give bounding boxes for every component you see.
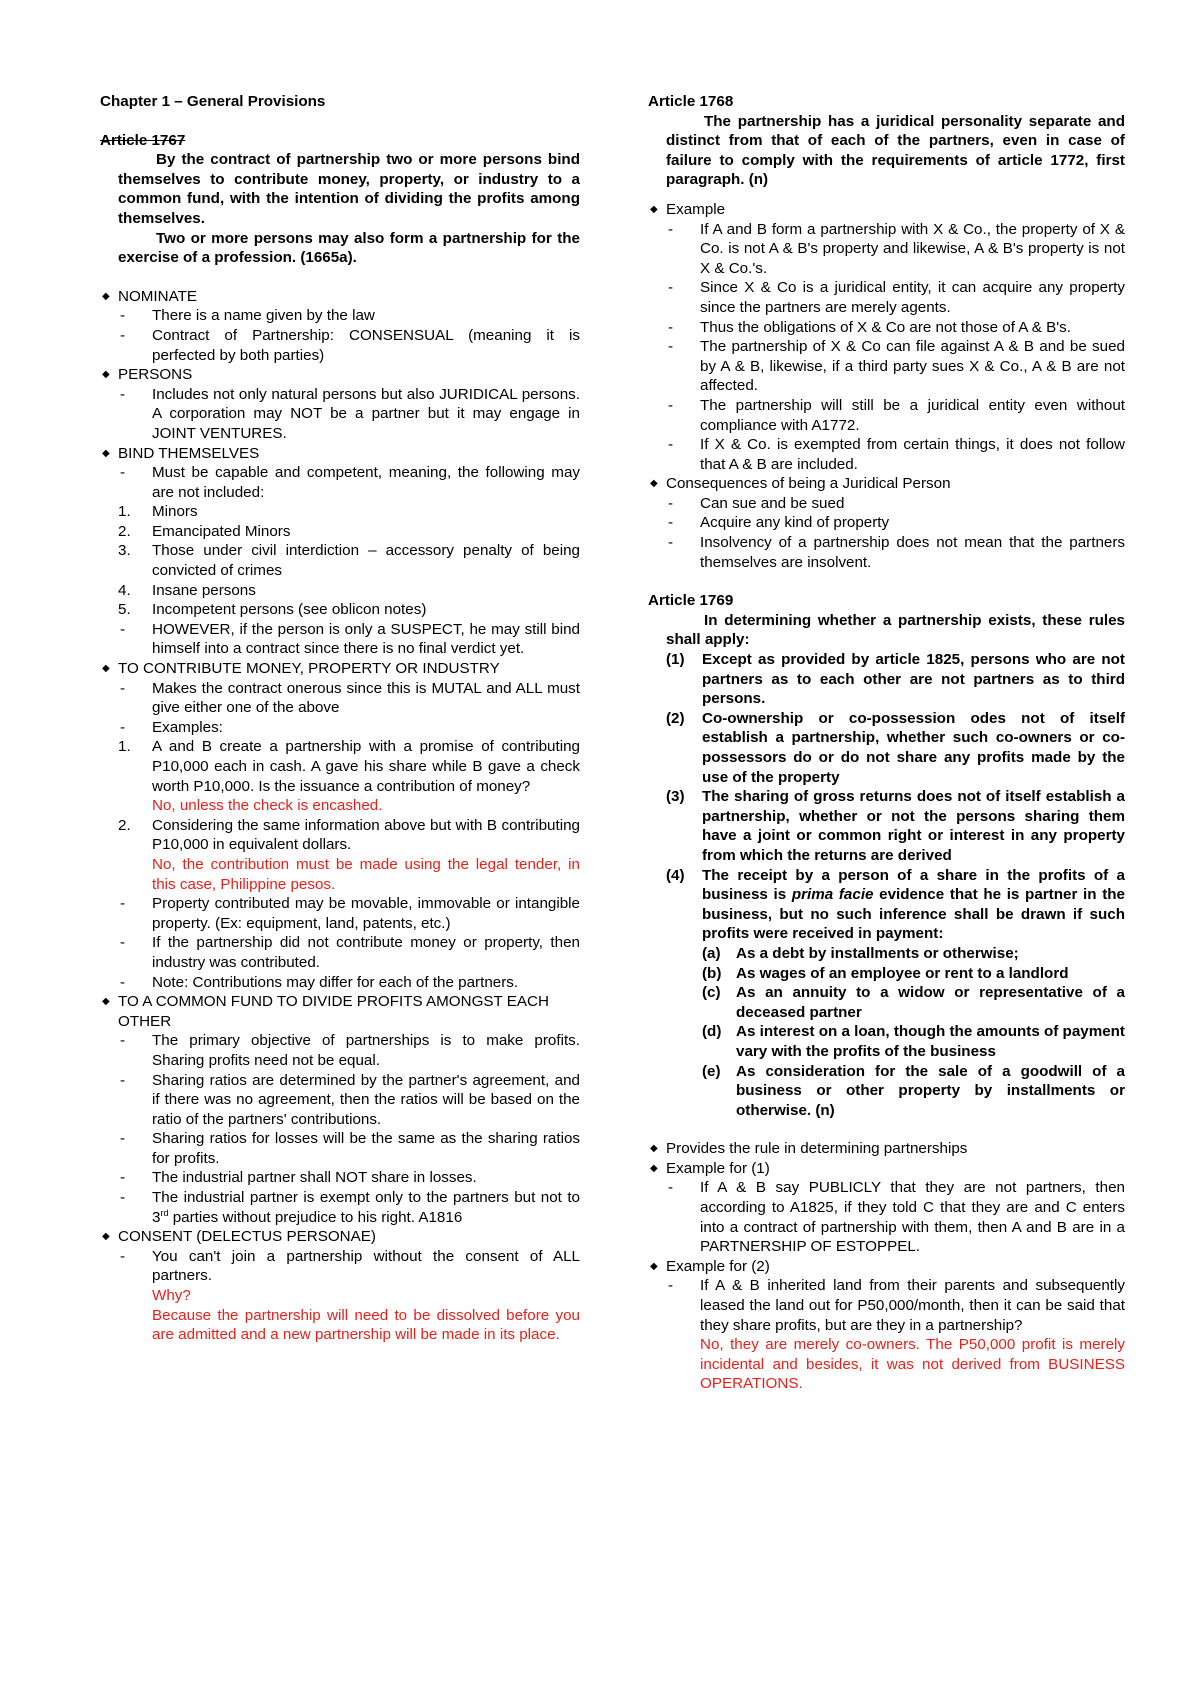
list-item: ◆ Example for (1) - If A & B say PUBLICLY that they are not partners, then according to A1825, if they told C that they are and C enters into a contract of partnership with them, then A and B are in a PARTNERSHIP OF ESTOPPEL. xyxy=(650,1159,1125,1256)
list-item: - Contract of Partnership: CONSENSUAL (meaning it is perfected by both parties) xyxy=(120,326,580,364)
list-item: - The primary objective of partnerships is to make profits. Sharing profits need not be equal. xyxy=(120,1032,580,1069)
list-item: - The industrial partner shall NOT share in losses. xyxy=(120,1169,477,1187)
list-item: - If X & Co. is exempted from certain things, it does not follow that A & B are included. xyxy=(668,436,1125,473)
list-item: ◆ TO CONTRIBUTE MONEY, PROPERTY OR INDUSTRY - Makes the contract onerous since this is MUTAL and ALL must give either one of the above - Examples: 1. A and B create a partnership with a promise of contributing P10,000 each in cash. A gave his share while B gave a check worth P10,000. Is the issuance a contribution of money? No, unless the check is encashed. 2. Considering the same information above but with B contributing P10,000 in equivalent dollars. No, the contribution must be made using the legal tender, in this case, Philippine pesos. - Property contributed may be movable, immovable or intangible property. (Ex: equipment, land, patents, etc.) - If the partnership did not contribute money or property, then industry was contributed. - Note: Contributions may differ for each of the partners. xyxy=(102,660,580,991)
answer-text: No, unless the check is encashed. xyxy=(152,797,383,815)
list-item: - Can sue and be sued xyxy=(668,494,845,512)
bullet-icon: ◆ xyxy=(102,447,110,459)
list-item: 3. Those under civil interdiction – accessory penalty of being convicted of crimes xyxy=(118,542,580,580)
list-item: (d) As interest on a loan, though the amounts of payment vary with the profits of the business xyxy=(702,1023,1125,1060)
list-item: - HOWEVER, if the person is only a SUSPECT, he may still bind himself into a contract since there is no final verdict yet. xyxy=(120,620,580,658)
list-item: - If A & B inherited land from their parents and subsequently leased the land out for P50,000/month, then it can be said that they share profits, but are they in a partnership? No, they are merely co-owners. The P50,000 profit is merely incidental and besides, it was not derived from BUSINESS OPERATIONS. xyxy=(668,1277,1125,1393)
list-item: (2) Co-ownership or co-possession odes not of itself establish a partnership, whether such co-owners or co-possessors do or do not share any profits made by the use of the property xyxy=(666,709,1125,786)
bullet-icon: ◆ xyxy=(102,663,110,675)
article-1768-text: The partnership has a juridical personality separate and distinct from that of each of the partners, even in case of failure to comply with the requirements of article 1772, first paragraph. (n) xyxy=(666,112,1125,189)
list-item: - If the partnership did not contribute money or property, then industry was contributed. xyxy=(120,934,580,971)
article-1768-heading: Article 1768 xyxy=(648,93,734,110)
bullet-icon: ◆ xyxy=(102,996,110,1008)
chapter-title: Chapter 1 – General Provisions xyxy=(100,93,326,110)
list-item: (3) The sharing of gross returns does not of itself establish a partnership, whether or not the persons sharing them have a joint or common right or interest in any property from which the returns are derived xyxy=(666,788,1125,864)
list-item: - There is a name given by the law xyxy=(120,307,375,325)
article-1768-notes xyxy=(648,200,1125,572)
list-item: - Sharing ratios for losses will be the same as the sharing ratios for profits. xyxy=(120,1130,580,1167)
list-item: ◆ BIND THEMSELVES - Must be capable and competent, meaning, the following may are not included: 1. Minors 2. Emancipated Minors 3. Those under civil interdiction – accessory penalty of being convicted of crimes 4. Insane persons 5. Incompetent persons (see oblicon notes) - HOWEVER, if the person is only a SUSPECT, he may still bind himself into a contract since there is no final verdict yet. xyxy=(102,444,580,658)
article-1769-intro: In determining whether a partnership exists, these rules shall apply: xyxy=(666,611,1125,649)
list-item: - Note: Contributions may differ for each of the partners. xyxy=(120,973,519,991)
bullet-icon: ◆ xyxy=(650,1162,658,1174)
article-1767-heading: Article 1767 xyxy=(100,131,186,149)
bullet-icon: ◆ xyxy=(650,1260,658,1272)
list-item: ◆ Consequences of being a Juridical Person - Can sue and be sued - Acquire any kind of property - Insolvency of a partnership does not mean that the partners themselves are insolvent. xyxy=(650,475,1125,571)
bullet-icon: ◆ xyxy=(650,478,658,490)
list-item: - You can't join a partnership without the consent of ALL partners. Why? Because the partnership will need to be dissolved before you are admitted and a new partnership will be made in its place. xyxy=(120,1247,580,1344)
bullet-icon: ◆ xyxy=(102,369,110,381)
answer-text: Because the partnership will need to be dissolved before you are admitted and a new partnership will be made in its place. xyxy=(152,1306,580,1344)
list-item: ◆ Example for (2) - If A & B inherited land from their parents and subsequently leased the land out for P50,000/month, then it can be said that they share profits, but are they in a partnership? No, they are merely co-owners. The P50,000 profit is merely incidental and besides, it was not derived from BUSINESS OPERATIONS. xyxy=(650,1257,1125,1393)
list-item: (a) As a debt by installments or otherwise; xyxy=(702,944,1019,962)
bullet-icon: ◆ xyxy=(650,203,658,215)
list-item: - The partnership of X & Co can file against A & B and be sued by A & B, likewise, if a third party sues X & Co., A & B are not affected. xyxy=(668,338,1125,395)
list-item: - Thus the obligations of X & Co are not those of A & B's. xyxy=(668,318,1071,336)
list-item: (e) As consideration for the sale of a goodwill of a business or other property by installments or otherwise. (n) xyxy=(702,1062,1125,1119)
list-item: 2. Considering the same information above but with B contributing P10,000 in equivalent dollars. No, the contribution must be made using the legal tender, in this case, Philippine pesos. xyxy=(118,816,580,893)
list-item: - Sharing ratios are determined by the partner's agreement, and if there was no agreement, then the ratios will be based on the ratio of the partners' contributions. xyxy=(120,1071,580,1128)
list-item: 1. Minors xyxy=(118,503,198,521)
answer-text: Why? xyxy=(152,1287,191,1305)
list-item: 4. Insane persons xyxy=(118,581,256,599)
right-column xyxy=(648,92,1125,1394)
list-item: - If A & B say PUBLICLY that they are not partners, then according to A1825, if they told C that they are and C enters into a contract of partnership with them, then A and B are in a PARTNERSHIP OF ESTOPPEL. xyxy=(668,1179,1125,1256)
list-item: ◆ PERSONS - Includes not only natural persons but also JURIDICAL persons. A corporation may NOT be a partner but it may engage in JOINT VENTURES. xyxy=(102,366,580,442)
list-item: ◆ CONSENT (DELECTUS PERSONAE) - You can't join a partnership without the consent of ALL partners. Why? Because the partnership will need to be dissolved before you are admitted and a new partnership will be made in its place. xyxy=(102,1228,580,1344)
list-item: - Includes not only natural persons but also JURIDICAL persons. A corporation may NOT be a partner but it may engage in JOINT VENTURES. xyxy=(120,385,580,442)
bullet-icon: ◆ xyxy=(102,290,110,302)
list-item: 5. Incompetent persons (see oblicon notes) xyxy=(118,601,427,619)
bullet-icon: ◆ xyxy=(102,1231,110,1243)
list-item: ◆ Provides the rule in determining partnerships xyxy=(650,1140,968,1158)
list-item: - Since X & Co is a juridical entity, it can acquire any property since the partners are merely agents. xyxy=(668,279,1125,316)
list-item: (b) As wages of an employee or rent to a landlord xyxy=(702,964,1069,982)
list-item: - Must be capable and competent, meaning, the following may are not included: 1. Minors 2. Emancipated Minors 3. Those under civil interdiction – accessory penalty of being convicted of crimes 4. Insane persons 5. Incompetent persons (see oblicon notes) xyxy=(118,464,580,619)
list-item: ◆ Example - If A and B form a partnership with X & Co., the property of X & Co. is not A & B's property and likewise, A & B's property is not X & Co.'s. - Since X & Co is a juridical entity, it can acquire any property since the partners are merely agents. - Thus the obligations of X & Co are not those of A & B's. - The partnership of X & Co can file against A & B and be sued by A & B, likewise, if a third party sues X & Co., A & B are not affected. - The partnership will still be a juridical entity even without compliance with A1772. - If X & Co. is exempted from certain things, it does not follow that A & B are included. xyxy=(650,200,1125,473)
article-1767-notes xyxy=(100,287,580,1345)
left-column xyxy=(100,92,580,1345)
article-1769-heading: Article 1769 xyxy=(648,592,734,610)
bullet-icon: ◆ xyxy=(650,1143,658,1155)
list-item: 1. A and B create a partnership with a promise of contributing P10,000 each in cash. A gave his share while B gave a check worth P10,000. Is the issuance a contribution of money? No, unless the check is encashed. xyxy=(118,738,580,815)
article-1767-para2: Two or more persons may also form a partnership for the exercise of a profession. (1665a). xyxy=(118,229,580,267)
article-1769-rules xyxy=(648,650,1125,1120)
list-item: - Makes the contract onerous since this is MUTAL and ALL must give either one of the above xyxy=(120,679,580,717)
article-1769-notes xyxy=(648,1139,1125,1394)
list-item: - The partnership will still be a juridical entity even without compliance with A1772. xyxy=(668,396,1125,434)
list-item: ◆ NOMINATE - There is a name given by the law - Contract of Partnership: CONSENSUAL (meaning it is perfected by both parties) xyxy=(102,287,580,364)
list-item: - The industrial partner is exempt only to the partners but not to 3rd parties without prejudice to his right. A1816 xyxy=(120,1189,580,1226)
list-item: (1) Except as provided by article 1825, persons who are not partners as to each other are not partners as to third persons. xyxy=(666,651,1125,708)
list-item: (4) The receipt by a person of a share in the profits of a business is prima facie evidence that he is partner in the business, but no such inference shall be drawn if such profits were received in payment: (a) As a debt by installments or otherwise; (b) As wages of an employee or rent to a landlord (c) As an annuity to a widow or representative of a deceased partner (d) As interest on a loan, though the amounts of payment vary with the profits of the business (e) As consideration for the sale of a goodwill of a business or other property by installments or otherwise. (n) xyxy=(666,866,1125,1119)
answer-text: No, the contribution must be made using the legal tender, in this case, Philippine pesos. xyxy=(152,855,580,893)
list-item: - Acquire any kind of property xyxy=(668,514,890,532)
list-item: (c) As an annuity to a widow or representative of a deceased partner xyxy=(702,984,1125,1021)
list-item: - If A and B form a partnership with X & Co., the property of X & Co. is not A & B's property and likewise, A & B's property is not X & Co.'s. xyxy=(668,220,1125,277)
list-item: 2. Emancipated Minors xyxy=(118,522,291,540)
list-item: - Property contributed may be movable, immovable or intangible property. (Ex: equipment, land, patents, etc.) xyxy=(120,895,580,932)
list-item: - Insolvency of a partnership does not mean that the partners themselves are insolvent. xyxy=(668,534,1125,571)
list-item: ◆ TO A COMMON FUND TO DIVIDE PROFITS AMONGST EACH OTHER - The primary objective of partnerships is to make profits. Sharing profits need not be equal. - Sharing ratios are determined by the partner's agreement, and if there was no agreement, then the ratios will be based on the ratio of the partners' contributions. - Sharing ratios for losses will be the same as the sharing ratios for profits. - The industrial partner shall NOT share in losses. - The industrial partner is exempt only to the partners but not to 3rd parties without prejudice to his right. A1816 xyxy=(102,993,580,1226)
answer-text: No, they are merely co-owners. The P50,000 profit is merely incidental and besides, it was not derived from BUSINESS OPERATIONS. xyxy=(700,1336,1125,1393)
article-1767-para1: By the contract of partnership two or more persons bind themselves to contribute money, property, or industry to a common fund, with the intention of dividing the profits among themselves. xyxy=(118,151,580,227)
list-item: - Examples: 1. A and B create a partnership with a promise of contributing P10,000 each in cash. A gave his share while B gave a check worth P10,000. Is the issuance a contribution of money? No, unless the check is encashed. 2. Considering the same information above but with B contributing P10,000 in equivalent dollars. No, the contribution must be made using the legal tender, in this case, Philippine pesos. xyxy=(118,718,580,893)
